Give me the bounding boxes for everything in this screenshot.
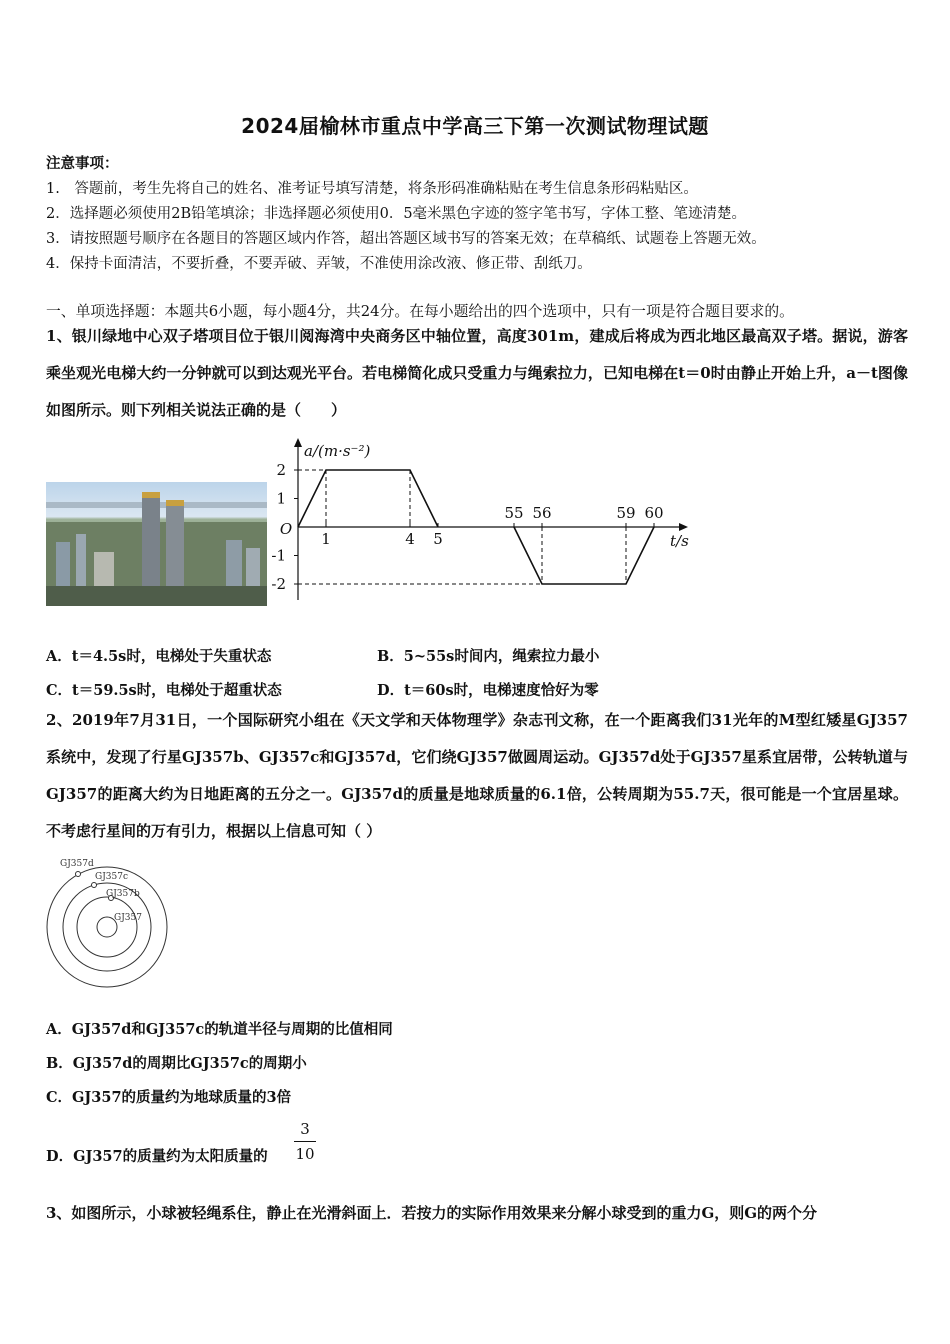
x-axis-arrow <box>679 523 688 531</box>
orbit-diagram <box>40 852 180 992</box>
y-tick-label: 2 <box>276 461 286 479</box>
label-gj357b: GJ357b <box>106 889 140 899</box>
question-3-text: 3、如图所示，小球被轻绳系住，静止在光滑斜面上．若按力的实际作用效果来分解小球受到的重力G，则G的两个分 <box>46 1204 818 1222</box>
x-tick-label: 56 <box>532 504 552 522</box>
label-gj357c: GJ357c <box>95 872 129 882</box>
x-axis-label: t/s <box>670 532 689 550</box>
fraction-numerator: 3 <box>300 1120 310 1138</box>
x-tick-label: 55 <box>504 504 524 522</box>
q1-option-b[interactable]: B．5~55s时间内，绳索拉力最小 <box>377 648 600 665</box>
q1-option-d[interactable]: D．t＝60s时，电梯速度恰好为零 <box>377 682 599 699</box>
orbit-gj357b <box>77 897 137 957</box>
y-tick-label: 1 <box>276 489 286 508</box>
y-axis-label: a/(m·s⁻²) <box>304 442 371 460</box>
label-gj357: GJ357 <box>114 913 142 923</box>
q2-option-d-fraction <box>294 1120 316 1163</box>
x-tick-label: 1 <box>321 530 331 548</box>
section-heading: 一、单项选择题：本题共6小题，每小题4分，共24分。在每小题给出的四个选项中，只有一项是符合题目要求的。 <box>46 303 794 320</box>
origin-label: O <box>279 520 293 538</box>
q2-option-c[interactable]: C．GJ357的质量约为地球质量的3倍 <box>46 1089 292 1106</box>
x-tick-label: 5 <box>433 530 443 548</box>
q2-option-a[interactable]: A．GJ357d和GJ357c的轨道半径与周期的比值相同 <box>46 1021 393 1038</box>
y-axis-arrow <box>294 438 302 447</box>
planet-gj357d <box>76 872 81 877</box>
question-1-text: 1、银川绿地中心双子塔项目位于银川阅海湾中央商务区中轴位置，高度301m，建成后将成为西北地区最高双子塔。据说，游客乘坐观光电梯大约一分钟就可以到达观光平台。若电梯简化成只受重力与绳索拉力，已知电梯在t＝0时由静止开始上升，a－t图像如图所示。则下列相关说法正确的是（ ） <box>46 327 908 419</box>
y-tick-label: -1 <box>271 546 286 565</box>
planet-gj357c <box>92 883 97 888</box>
x-tick-label: 59 <box>616 504 636 522</box>
q1-option-a[interactable]: A．t＝4.5s时，电梯处于失重状态 <box>46 648 272 665</box>
series-line-decel <box>514 527 654 584</box>
q2-option-d[interactable]: D．GJ357的质量约为太阳质量的 <box>46 1148 268 1165</box>
orbit-gj357d <box>47 867 167 987</box>
label-gj357d: GJ357d <box>60 859 94 869</box>
y-tick-label: -2 <box>271 575 286 593</box>
notice-item: 1. 答题前，考生先将自己的姓名、准考证号填写清楚，将条形码准确粘贴在考生信息条形码粘贴区。 <box>46 181 698 197</box>
question-2-text: 2、2019年7月31日，一个国际研究小组在《天文学和天体物理学》杂志刊文称，在一个距离我们31光年的M型红矮星GJ357系统中，发现了行星GJ357b、GJ357c和GJ357d，它们绕GJ357做圆周运动。GJ357d处于GJ357星系宜居带，公转轨道与GJ357的距离大约为日地距离的五分之一。GJ357d的质量是地球质量的6.1倍，公转周期为55.7天，很可能是一个宜居星球。不考虑行星间的万有引力，根据以上信息可知（ ） <box>46 711 908 840</box>
q2-option-b[interactable]: B．GJ357d的周期比GJ357c的周期小 <box>46 1055 307 1072</box>
x-tick-label: 4 <box>405 530 415 548</box>
notice-heading: 注意事项： <box>46 155 119 172</box>
acceleration-time-chart <box>270 432 700 612</box>
q1-option-c[interactable]: C．t＝59.5s时，电梯处于超重状态 <box>46 682 282 699</box>
twin-tower-photo <box>46 482 267 606</box>
series-line-accel <box>298 470 438 527</box>
page-title: 2024届榆林市重点中学高三下第一次测试物理试题 <box>241 114 709 138</box>
notice-item: 3．请按照题号顺序在各题目的答题区域内作答，超出答题区域书写的答案无效；在草稿纸、试题卷上答题无效。 <box>46 231 766 247</box>
notice-item: 2．选择题必须使用2B铅笔填涂；非选择题必须使用0．5毫米黑色字迹的签字笔书写，字体工整、笔迹清楚。 <box>46 206 747 222</box>
notice-item: 4．保持卡面清洁，不要折叠，不要弄破、弄皱，不准使用涂改液、修正带、刮纸刀。 <box>46 256 592 272</box>
fraction-denominator: 10 <box>295 1145 315 1163</box>
x-tick-label: 60 <box>644 504 664 522</box>
